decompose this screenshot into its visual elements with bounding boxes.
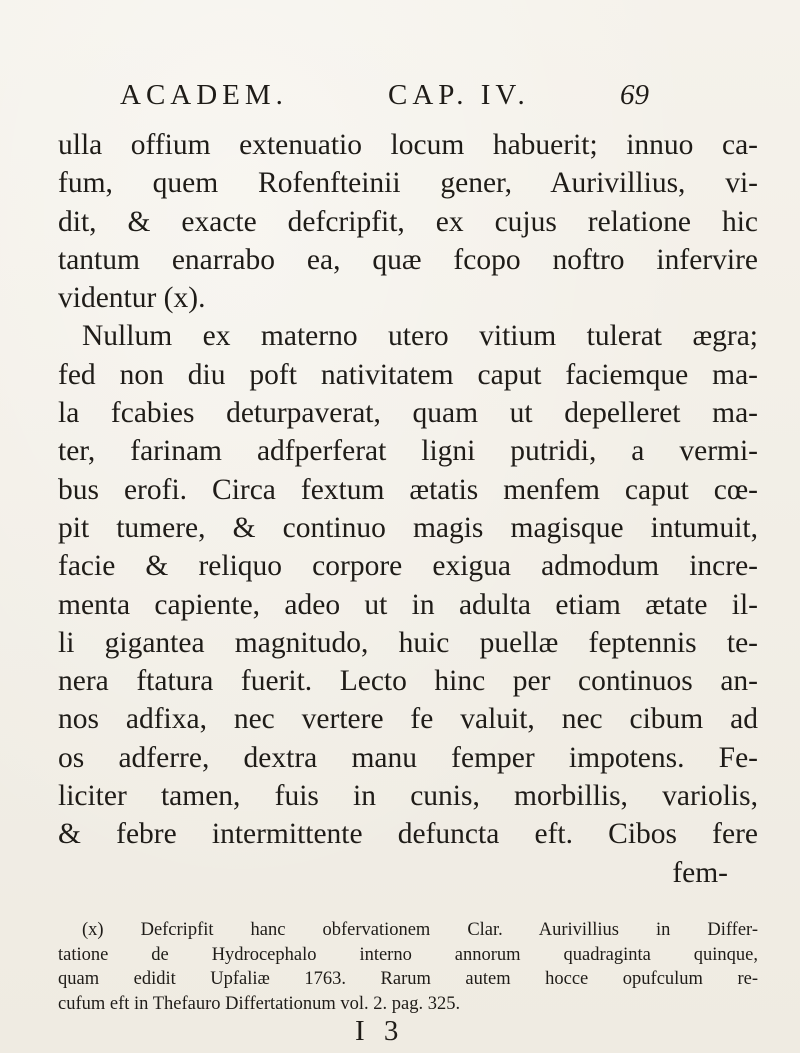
text-line: liciter tamen, fuis in cunis, morbillis, variolis, xyxy=(58,780,758,813)
page-number: 69 xyxy=(620,79,649,111)
text-line: ulla offium extenuatio locum habuerit; innuo ca- xyxy=(58,129,758,161)
footnote-line: quam edidit Upfaliæ 1763. Rarum autem hocce opufculum re- xyxy=(58,969,758,990)
text-line: menta capiente, adeo ut in adulta etiam ætate il- xyxy=(58,588,758,621)
text-line: dit, & exacte defcripfit, ex cujus relatione hic xyxy=(58,205,758,238)
text-line: & febre intermittente defuncta eft. Cibos fere xyxy=(58,818,758,851)
text-line: os adferre, dextra manu femper impotens. Fe- xyxy=(58,741,758,774)
running-head-chapter: CAP. IV. xyxy=(388,79,530,111)
text-line: videntur (x). xyxy=(58,282,206,315)
text-line: bus erofi. Circa fextum ætatis menfem caput cœ- xyxy=(58,473,758,506)
footnote-line: (x) Defcripfit hanc obfervationem Clar. Aurivillius in Differ- xyxy=(82,920,758,940)
text-line: la fcabies deturpaverat, quam ut depelleret ma- xyxy=(58,397,758,430)
footnote-line: tatione de Hydrocephalo interno annorum quadraginta quinque, xyxy=(58,944,758,965)
running-head-title: ACADEM. xyxy=(120,79,288,111)
text-line: ter, farinam adfperferat ligni putridi, a vermi- xyxy=(58,435,758,468)
text-line: tantum enarrabo ea, quæ fcopo noftro infervire xyxy=(58,243,758,276)
text-line: pit tumere, & continuo magis magisque intumuit, xyxy=(58,511,758,544)
signature-mark: I 3 xyxy=(355,1015,405,1047)
text-line: fed non diu poft nativitatem caput faciemque ma- xyxy=(58,358,758,391)
footnote-line: cufum eft in Thefauro Differtationum vol. 2. pag. 325. xyxy=(58,993,461,1014)
footnote xyxy=(58,918,758,1016)
text-line: li gigantea magnitudo, huic puellæ feptennis te- xyxy=(58,626,758,659)
catchword: fem- xyxy=(672,856,728,889)
text-line: nos adfixa, nec vertere fe valuit, nec cibum ad xyxy=(58,703,758,736)
text-line: nera ftatura fuerit. Lecto hinc per continuos an- xyxy=(58,665,758,698)
text-line: facie & reliquo corpore exigua admodum incre- xyxy=(58,550,758,583)
running-head xyxy=(120,78,680,112)
text-line: fum, quem Rofenfteinii gener, Aurivillius, vi- xyxy=(58,167,758,200)
main-text xyxy=(58,126,758,892)
text-line: Nullum ex materno utero vitium tulerat ægra; xyxy=(82,320,758,353)
